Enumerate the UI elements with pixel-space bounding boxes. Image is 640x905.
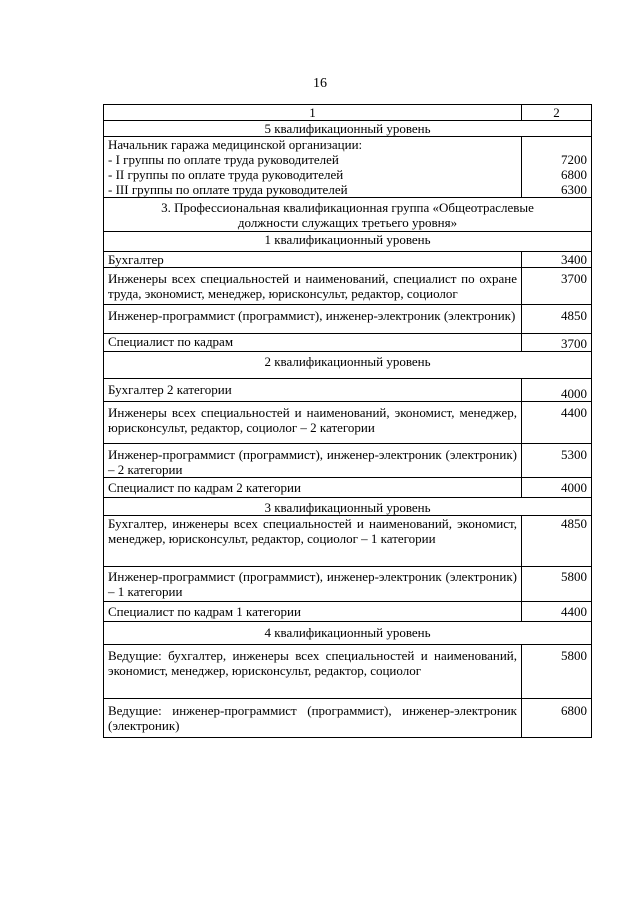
section-row xyxy=(104,622,592,645)
table-row xyxy=(104,645,592,699)
section-title: 1 квалификационный уровень xyxy=(104,232,592,252)
salary-value: 4400 xyxy=(522,602,592,622)
header-col-1: 1 xyxy=(104,105,522,121)
section-row xyxy=(104,198,592,232)
table-row xyxy=(104,305,592,334)
salary-value: 6800 xyxy=(522,699,592,738)
group-title: 3. Профессиональная квалификационная группа «Общеотраслевые должности служащих третьего уровня» xyxy=(104,198,592,232)
table-row xyxy=(104,137,592,198)
position-text: Ведущие: инженер-программист (программист), инженер-электроник (электроник) xyxy=(104,699,522,738)
salary-value: 6800 xyxy=(561,167,587,182)
position-text: Ведущие: бухгалтер, инженеры всех специальностей и наименований, экономист, менеджер, юрисконсульт, редактор, социолог xyxy=(104,645,522,699)
position-text: Бухгалтер 2 категории xyxy=(104,379,522,402)
salary-value: 4000 xyxy=(522,478,592,498)
table-row xyxy=(104,602,592,622)
salary-value: 4850 xyxy=(522,305,592,334)
table-row xyxy=(104,334,592,352)
salary-value: 5800 xyxy=(522,645,592,699)
position-text: Инженер-программист (программист), инженер-электроник (электроник) xyxy=(104,305,522,334)
position-text: Инженер-программист (программист), инженер-электроник (электроник) – 2 категории xyxy=(104,444,522,478)
table-row xyxy=(104,516,592,567)
header-col-2: 2 xyxy=(522,105,592,121)
table-row xyxy=(104,402,592,444)
section-row xyxy=(104,352,592,379)
salary-table xyxy=(103,104,592,738)
position-text: Начальник гаража медицинской организации: xyxy=(108,137,363,152)
position-text: - I группы по оплате труда руководителей xyxy=(108,152,339,167)
salary-value: 4000 xyxy=(522,379,592,402)
section-title: 4 квалификационный уровень xyxy=(104,622,592,645)
salary-value: 5800 xyxy=(522,567,592,602)
table-row xyxy=(104,252,592,268)
position-text: Бухгалтер xyxy=(104,252,522,268)
position-text: Специалист по кадрам xyxy=(104,334,522,352)
salary-value: 3700 xyxy=(522,268,592,305)
salary-value: 6300 xyxy=(561,182,587,197)
position-text: Бухгалтер, инженеры всех специальностей и наименований, экономист, менеджер, юрисконсульт, редактор, социолог – 1 категории xyxy=(104,516,522,567)
position-cell xyxy=(104,137,522,198)
position-text: Специалист по кадрам 2 категории xyxy=(104,478,522,498)
salary-value: 4850 xyxy=(522,516,592,567)
salary-cell xyxy=(522,137,592,198)
table-row xyxy=(104,699,592,738)
position-text: - II группы по оплате труда руководителей xyxy=(108,167,344,182)
table-header-row xyxy=(104,105,592,121)
position-text: Инженеры всех специальностей и наименований, специалист по охране труда, экономист, менеджер, юрисконсульт, редактор, социолог xyxy=(104,268,522,305)
section-title: 2 квалификационный уровень xyxy=(104,352,592,379)
position-text: Специалист по кадрам 1 категории xyxy=(104,602,522,622)
salary-value: 3400 xyxy=(522,252,592,268)
salary-value xyxy=(526,137,587,152)
table-row xyxy=(104,567,592,602)
section-row xyxy=(104,121,592,137)
position-text: - III группы по оплате труда руководителей xyxy=(108,182,348,197)
position-text: Инженер-программист (программист), инженер-электроник (электроник) – 1 категории xyxy=(104,567,522,602)
salary-value: 4400 xyxy=(522,402,592,444)
section-row xyxy=(104,232,592,252)
section-title: 5 квалификационный уровень xyxy=(104,121,592,137)
section-title: 3 квалификационный уровень xyxy=(104,498,592,516)
table-row xyxy=(104,478,592,498)
salary-value: 3700 xyxy=(522,334,592,352)
salary-value: 5300 xyxy=(522,444,592,478)
salary-value: 7200 xyxy=(561,152,587,167)
page-number: 16 xyxy=(313,76,327,91)
section-row xyxy=(104,498,592,516)
position-text: Инженеры всех специальностей и наименований, экономист, менеджер, юрисконсульт, редактор, социолог – 2 категории xyxy=(104,402,522,444)
table-row xyxy=(104,379,592,402)
table-row xyxy=(104,268,592,305)
table-row xyxy=(104,444,592,478)
